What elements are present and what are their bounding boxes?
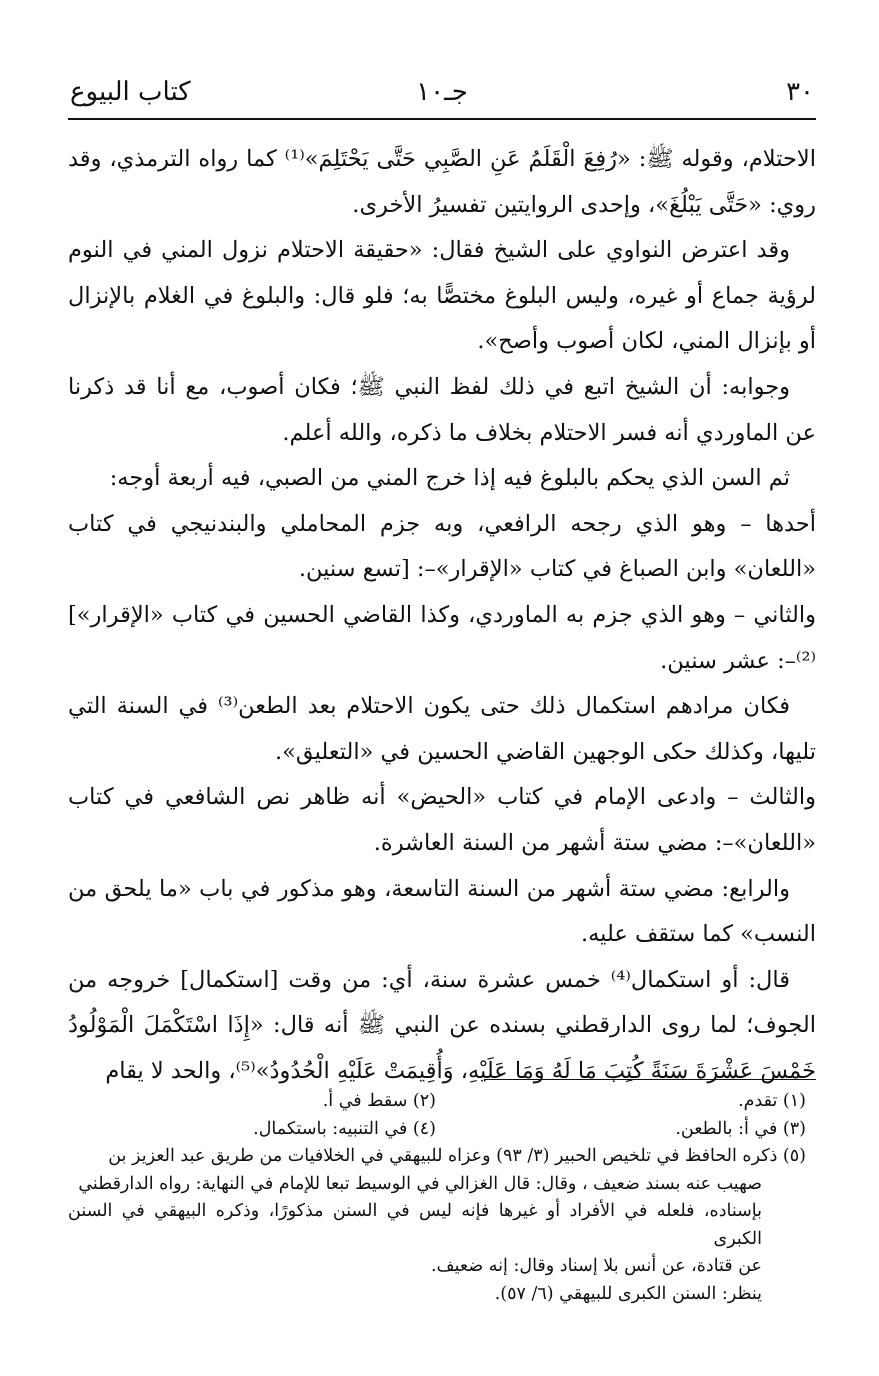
footnote-5-line: عن قتادة، عن أنس بلا إسناد وقال: إنه ضعيف. <box>430 1256 762 1276</box>
paragraph: الاحتلام، وقوله ﷺ: «رُفِعَ الْقَلَمُ عَنِ الصَّبِي حَتَّى يَحْتَلِمَ»⁽¹⁾ كما رواه الترمذي، وقد روي: «حَتَّى يَبْلُغَ»، وإحدى الروايتين تفسيرُ الأخرى. <box>68 146 816 218</box>
footnote-5-line: صهيب عنه بسند ضعيف ، وقال: قال الغزالي في الوسيط تبعا للإمام في النهاية: رواه الدارقطني <box>78 1173 762 1194</box>
book-title: كتاب البيوع <box>70 77 191 107</box>
footnote-row <box>68 1088 816 1116</box>
main-text <box>68 137 816 1094</box>
footnote-5-line: ينظر: السنن الكبرى للبيهقي (٦/ ٥٧). <box>494 1283 762 1304</box>
paragraph: ثم السن الذي يحكم بالبلوغ فيه إذا خرج المني من الصبي، فيه أربعة أوجه: <box>109 465 790 492</box>
footnote-divider <box>484 1079 816 1080</box>
header-divider <box>68 118 816 120</box>
paragraph: والرابع: مضي ستة أشهر من السنة التاسعة، وهو مذكور في باب «ما يلحق من النسب» كما ستقف عليه. <box>68 875 816 948</box>
page-header <box>70 70 814 114</box>
paragraph: والثاني – وهو الذي جزم به الماوردي، وكذا القاضي الحسين في كتاب «الإقرار»]⁽²⁾–: عشر سنين. <box>68 601 816 674</box>
footnote-1: (١) تقدم. <box>738 1091 806 1111</box>
paragraph: فكان مرادهم استكمال ذلك حتى يكون الاحتلام بعد الطعن⁽³⁾ في السنة التي تليها، وكذلك حكى الوجهين القاضي الحسين في «التعليق». <box>68 693 816 765</box>
footnote-5 <box>68 1143 816 1308</box>
footnote-2: (٢) سقط في أ. <box>322 1091 436 1111</box>
paragraph: وقد اعترض النواوي على الشيخ فقال: «حقيقة الاحتلام نزول المني في النوم لرؤية جماع أو غيره، وليس البلوغ مختصًّا به؛ فلو قال: والبلوغ في الغلام بالإنزال أو بإنزال المني، لكان أصوب وأصح». <box>68 237 816 355</box>
paragraph: وجوابه: أن الشيخ اتبع في ذلك لفظ النبي ﷺ؛ فكان أصوب، مع أنا قد ذكرنا عن الماوردي أنه فسر الاحتلام بخلاف ما ذكره، والله أعلم. <box>68 373 816 446</box>
paragraph: والثالث – وادعى الإمام في كتاب «الحيض» أنه ظاهر نص الشافعي في كتاب «اللعان»–: مضي ستة أشهر من السنة العاشرة. <box>68 784 816 856</box>
footnote-row <box>68 1116 816 1144</box>
footnote-5-line: بإسناده، فلعله في الأفراد أو غيرها فإنه ليس في السنن مذكورًا، وذكره البيهقي في السنن الكبرى <box>68 1201 762 1249</box>
paragraph: أحدها – وهو الذي رجحه الرافعي، وبه جزم المحاملي والبندنيجي في كتاب «اللعان» وابن الصباغ في كتاب «الإقرار»–: [تسع سنين. <box>68 510 816 583</box>
page-number: ٣٠ <box>786 77 814 107</box>
footnotes <box>68 1088 816 1308</box>
footnote-3: (٣) في أ: بالطعن. <box>675 1118 806 1139</box>
volume-label: جـ١٠ <box>416 77 468 107</box>
paragraph: قال: أو استكمال⁽⁴⁾ خمس عشرة سنة، أي: من وقت [استكمال] خروجه من الجوف؛ لما روى الدارقطني بسنده عن النبي ﷺ أنه قال: «إِذَا اسْتَكْمَلَ الْمَوْلُودُ خَمْسَ عَشْرَةَ سَنَةً كُتِبَ مَا لَهُ وَمَا عَلَيْهِ، وَأُقِيمَتْ عَلَيْهِ الْحُدُودُ»⁽⁵⁾، والحد لا يقام <box>68 966 816 1084</box>
footnote-4: (٤) في التنبيه: باستكمال. <box>253 1118 436 1139</box>
footnote-5-line: (٥) ذكره الحافظ في تلخيص الحبير (٣/ ٩٣) وعزاه للبيهقي في الخلافيات من طريق عبد العزيز بن <box>108 1146 806 1166</box>
